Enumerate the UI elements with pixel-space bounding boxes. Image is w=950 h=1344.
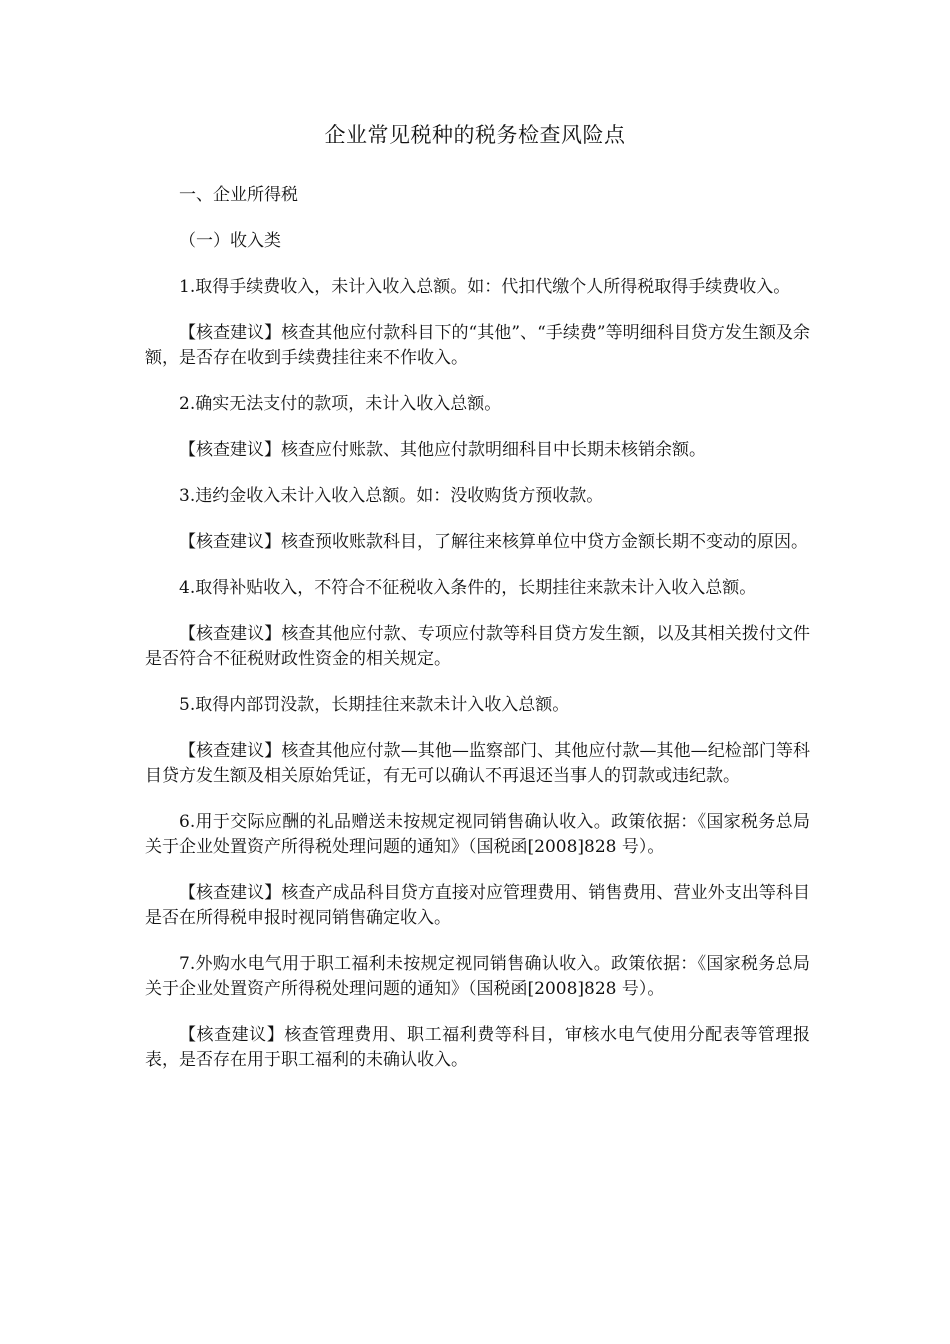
paragraph-item-4: 4.取得补贴收入，不符合不征税收入条件的，长期挂往来款未计入收入总额。	[179, 578, 757, 598]
check-suggestion-3: 【核查建议】核查预收账款科目，了解往来核算单位中贷方金额长期不变动的原因。	[179, 532, 808, 552]
subsection-heading: （一）收入类	[179, 231, 281, 251]
paragraph-item-1: 1.取得手续费收入，未计入收入总额。如：代扣代缴个人所得税取得手续费收入。	[179, 277, 791, 297]
paragraph-item-5: 5.取得内部罚没款，长期挂往来款未计入收入总额。	[179, 695, 570, 715]
check-suggestion-1: 【核查建议】核查其他应付款科目下的“其他”、“手续费”等明细科目贷方发生额及余额，是否存在收到手续费挂往来不作收入。	[145, 323, 810, 368]
check-suggestion-6: 【核查建议】核查产成品科目贷方直接对应管理费用、销售费用、营业外支出等科目是否在所得税申报时视同销售确定收入。	[145, 883, 810, 928]
check-suggestion-5: 【核查建议】核查其他应付款—其他—监察部门、其他应付款—其他—纪检部门等科目贷方发生额及相关原始凭证，有无可以确认不再退还当事人的罚款或违纪款。	[145, 741, 810, 786]
paragraph-item-6: 6.用于交际应酬的礼品赠送未按规定视同销售确认收入。政策依据：《国家税务总局关于企业处置资产所得税处理问题的通知》（国税函[2008]828 号）。	[145, 812, 810, 857]
check-suggestion-2: 【核查建议】核查应付账款、其他应付款明细科目中长期未核销余额。	[179, 440, 706, 460]
check-suggestion-7: 【核查建议】核查管理费用、职工福利费等科目，审核水电气使用分配表等管理报表，是否存在用于职工福利的未确认收入。	[145, 1025, 810, 1070]
document-body	[145, 183, 810, 1073]
document-title: 企业常见税种的税务检查风险点	[324, 123, 626, 147]
check-suggestion-4: 【核查建议】核查其他应付款、专项应付款等科目贷方发生额，以及其相关拨付文件是否符合不征税财政性资金的相关规定。	[145, 624, 810, 669]
paragraph-item-7: 7.外购水电气用于职工福利未按规定视同销售确认收入。政策依据：《国家税务总局关于企业处置资产所得税处理问题的通知》（国税函[2008]828 号）。	[145, 954, 810, 999]
paragraph-item-3: 3.违约金收入未计入收入总额。如：没收购货方预收款。	[179, 486, 604, 506]
section-heading: 一、企业所得税	[179, 185, 298, 205]
paragraph-item-2: 2.确实无法支付的款项，未计入收入总额。	[179, 394, 502, 414]
